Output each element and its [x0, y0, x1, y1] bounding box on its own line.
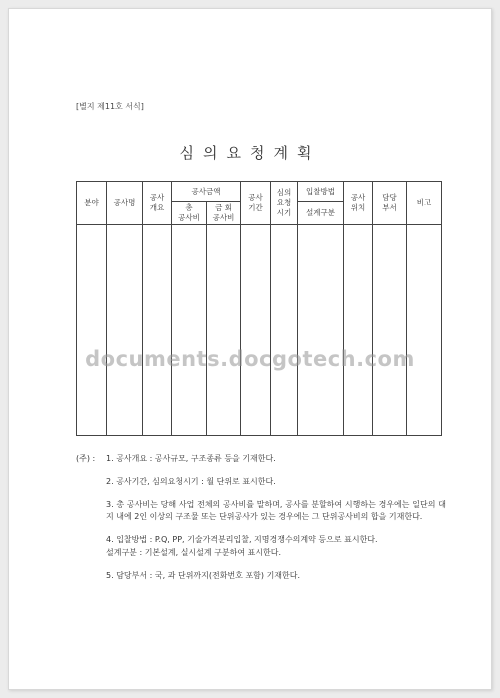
note-number: 3. — [106, 499, 114, 509]
note-item-1 — [76, 453, 446, 466]
header-amount-group: 공사금액 — [172, 182, 241, 202]
note-item-2 — [76, 476, 446, 489]
body-cell-review-timing — [271, 225, 298, 436]
document-page — [8, 8, 492, 690]
notes-section — [76, 453, 446, 593]
plan-table — [76, 181, 442, 436]
note-item-5 — [76, 570, 446, 583]
note-number: 2. — [106, 476, 114, 486]
header-period: 공사 기간 — [241, 182, 271, 225]
note-subtext: 설계구분 : 기본설계, 실시설계 구분하여 표시한다. — [106, 547, 282, 557]
form-reference: [별지 제11호 서식] — [76, 102, 144, 111]
body-cell-total-cost — [172, 225, 207, 436]
header-review-timing: 심의 요청 시기 — [271, 182, 298, 225]
header-project-name: 공사명 — [107, 182, 143, 225]
body-cell-field — [77, 225, 107, 436]
body-cell-overview — [143, 225, 172, 436]
header-field: 분야 — [77, 182, 107, 225]
note-number: 1. — [106, 454, 114, 463]
note-number: 4. — [106, 535, 114, 545]
header-total-cost: 총 공사비 — [172, 202, 207, 225]
header-location: 공사 위치 — [344, 182, 373, 225]
body-cell-project-name — [107, 225, 143, 436]
note-number: 5. — [106, 570, 114, 580]
body-cell-annual-cost — [207, 225, 241, 436]
watermark: documents.docgotech.com — [85, 347, 415, 371]
header-design-type: 설계구분 — [298, 202, 344, 225]
header-bid-method: 입찰방법 — [298, 182, 344, 202]
note-text: 공사개요 : 공사규모, 구조종류 등을 기재한다. — [116, 454, 276, 463]
header-overview: 공사 개요 — [143, 182, 172, 225]
note-text: 입찰방법 : P.Q, PP, 기술가격분리입찰, 지명경쟁수의계약 등으로 표시한다. — [116, 535, 378, 545]
note-item-4 — [76, 534, 446, 560]
body-cell-remarks — [407, 225, 442, 436]
header-remarks: 비고 — [407, 182, 442, 225]
note-text: 공사기간, 심의요청시기 : 월 단위로 표시한다. — [116, 476, 276, 486]
header-department: 담당 부서 — [373, 182, 407, 225]
document-title: 심의요청계획 — [179, 144, 321, 162]
body-cell-department — [373, 225, 407, 436]
header-annual-cost: 금 회 공사비 — [207, 202, 241, 225]
notes-prefix: (주) : — [76, 454, 96, 463]
body-cell-period — [241, 225, 271, 436]
note-item-3 — [76, 499, 446, 525]
body-cell-location — [344, 225, 373, 436]
note-text: 총 공사비는 당해 사업 전체의 공사비를 말하며, 공사를 분할하여 시행하는 경우에는 일단의 대지 내에 2인 이상의 구조물 또는 단위공사가 있는 경우에는 그 단위공사비의 합을 기재한다. — [106, 499, 446, 522]
body-cell-bid-method — [298, 225, 344, 436]
note-text: 담당부서 : 국, 과 단위까지(전화번호 포함) 기재한다. — [116, 570, 301, 580]
